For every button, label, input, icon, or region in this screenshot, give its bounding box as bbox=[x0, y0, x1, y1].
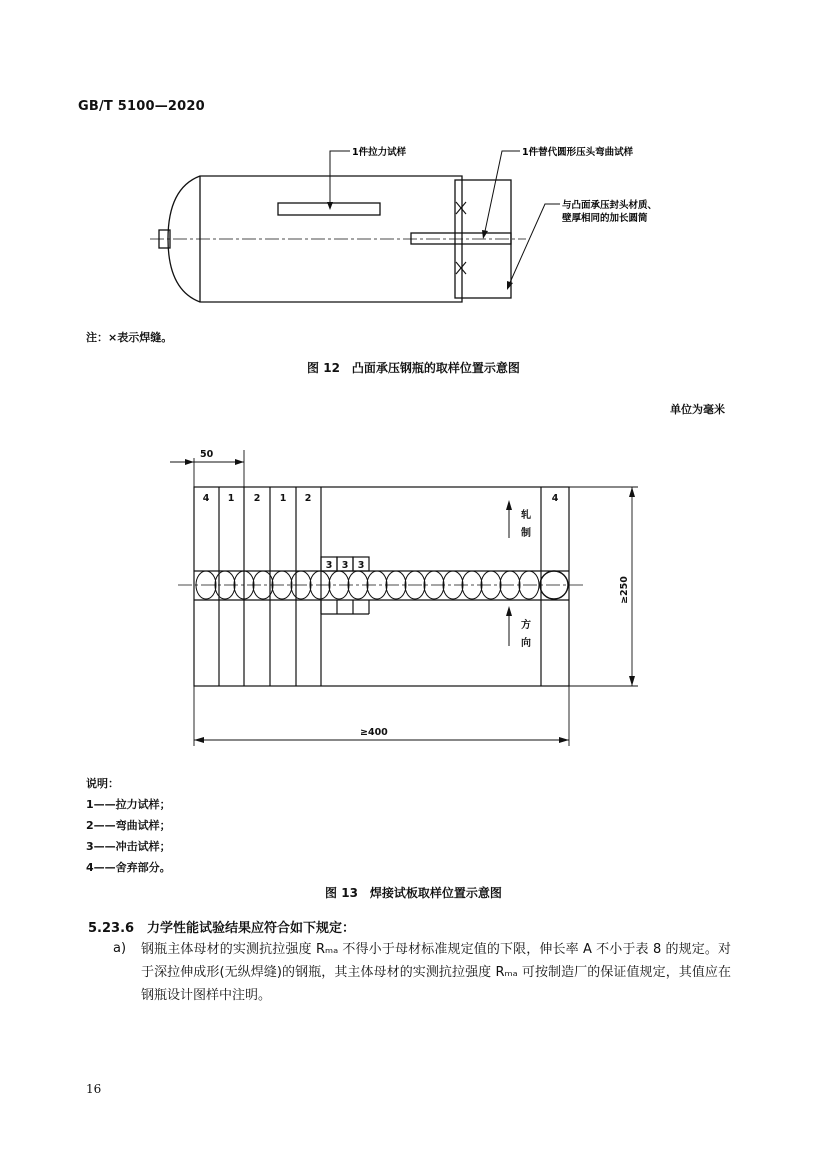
clause-item-text: 钢瓶主体母材的实测抗拉强度 Rₘₐ 不得小于母材标准规定值的下限，伸长率 A 不小于表 8 的规定。对于深拉伸成形(无纵焊缝)的钢瓶，其主体母材的实测抗拉强度 Rₘₐ 可按制造厂的保证值规定，其值应在钢瓶设计图样中注明。 bbox=[141, 942, 731, 1003]
standard-number: GB/T 5100—2020 bbox=[78, 99, 205, 114]
direction-bottom-char-2: 向 bbox=[521, 638, 531, 649]
figure-12-note: 注：×表示焊缝。 bbox=[86, 331, 173, 344]
figure-12-caption: 图 12 凸面承压钢瓶的取样位置示意图 bbox=[307, 361, 520, 375]
bend-specimen bbox=[411, 233, 511, 244]
figure-12-cylinder-diagram bbox=[0, 130, 827, 320]
unit-note: 单位为毫米 bbox=[670, 403, 725, 416]
figure-13-legend bbox=[86, 773, 171, 878]
direction-top-char-1: 轧 bbox=[521, 510, 531, 521]
strip-label-4: 1 bbox=[279, 493, 287, 504]
dimension-400: ≥400 bbox=[360, 727, 388, 738]
strip-label-5: 2 bbox=[304, 493, 312, 504]
figure-13-plate-diagram bbox=[0, 440, 827, 760]
legend-title: 说明： bbox=[86, 777, 119, 790]
legend-item-3: 3——冲击试样； bbox=[86, 840, 171, 853]
impact-label-2: 3 bbox=[341, 560, 349, 571]
legend-item-2: 2——弯曲试样； bbox=[86, 819, 171, 832]
test-plate-outline bbox=[194, 487, 569, 686]
direction-arrow-top bbox=[506, 500, 512, 510]
page-number: 16 bbox=[86, 1082, 102, 1096]
direction-bottom-char-1: 方 bbox=[521, 620, 531, 631]
figure-13-caption: 图 13 焊接试板取样位置示意图 bbox=[325, 886, 502, 900]
clause-heading: 5.23.6 力学性能试验结果应符合如下规定： bbox=[88, 921, 356, 936]
strip-label-2: 1 bbox=[227, 493, 235, 504]
callout-tensile: 1件拉力试样 bbox=[352, 147, 407, 158]
impact-label-1: 3 bbox=[325, 560, 333, 571]
dimension-250: ≥250 bbox=[619, 576, 630, 604]
leader-extension bbox=[508, 204, 560, 287]
impact-label-3: 3 bbox=[357, 560, 365, 571]
leader-bend bbox=[484, 151, 520, 236]
legend-item-1: 1——拉力试样； bbox=[86, 798, 171, 811]
dimension-50: 50 bbox=[200, 449, 214, 460]
strip-label-3: 2 bbox=[253, 493, 261, 504]
clause-item-label: a) bbox=[113, 941, 127, 956]
legend-item-4: 4——舍弃部分。 bbox=[86, 861, 171, 874]
callout-bend: 1件替代圆形压头弯曲试样 bbox=[522, 147, 634, 158]
strip-label-right: 4 bbox=[551, 493, 559, 504]
strip-label-1: 4 bbox=[202, 493, 210, 504]
direction-arrow-bottom bbox=[506, 606, 512, 616]
callout-extension-line1: 与凸面承压封头材质、 bbox=[562, 200, 658, 211]
leader-tensile bbox=[330, 151, 350, 208]
direction-top-char-2: 制 bbox=[521, 528, 531, 539]
callout-extension-line2: 壁厚相同的加长圆筒 bbox=[562, 213, 648, 224]
